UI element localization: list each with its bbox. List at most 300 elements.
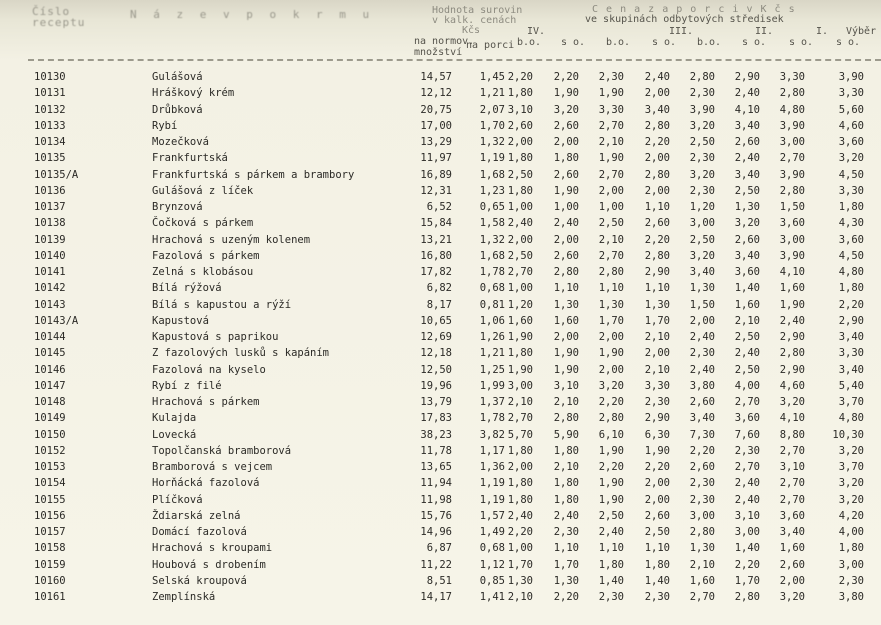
recipe-number: 10145	[34, 347, 66, 360]
price-cell: 2,70	[779, 444, 805, 457]
price-cell: 2,10	[689, 558, 715, 571]
value-norm-qty: 12,50	[420, 363, 452, 376]
price-cell: 1,90	[779, 298, 805, 311]
price-cell: 1,80	[644, 558, 670, 571]
price-cell: 2,30	[689, 184, 715, 197]
recipe-number: 10155	[34, 493, 66, 506]
price-cell: 3,00	[507, 379, 533, 392]
recipe-number: 10153	[34, 461, 66, 473]
dish-name: Kapustová	[152, 314, 209, 327]
dish-name: Čočková s párkem	[152, 217, 254, 230]
dish-name: Gulášová	[152, 71, 203, 83]
price-cell: 3,20	[838, 477, 864, 490]
price-cell: 1,10	[553, 542, 579, 555]
price-cell: 1,40	[734, 542, 760, 555]
recipe-number: 10139	[34, 233, 66, 246]
dish-name: Gulášová z líček	[152, 184, 254, 197]
value-per-portion: 3,82	[479, 428, 505, 441]
recipe-number: 10133	[34, 119, 66, 132]
price-cell: 2,00	[598, 363, 624, 376]
table-row	[0, 509, 881, 523]
price-cell: 2,70	[779, 493, 805, 506]
table-row	[0, 444, 881, 458]
price-cell: 3,30	[598, 103, 624, 116]
price-cell: 1,10	[644, 282, 670, 295]
price-cell: 3,20	[779, 396, 805, 408]
price-cell: 1,80	[553, 477, 579, 490]
recipe-number: 10157	[34, 526, 66, 538]
price-cell: 3,10	[507, 103, 533, 116]
header-subcol-6: s o.	[742, 37, 767, 48]
value-per-portion: 1,68	[479, 168, 505, 181]
table-row	[0, 265, 881, 279]
price-cell: 2,80	[779, 184, 805, 197]
price-cell: 3,60	[734, 412, 760, 425]
price-cell: 2,40	[734, 477, 760, 490]
price-cell: 1,80	[553, 444, 579, 457]
value-norm-qty: 12,12	[420, 87, 452, 100]
price-cell: 2,00	[644, 87, 670, 100]
price-cell: 3,30	[838, 184, 864, 197]
price-cell: 2,20	[553, 71, 579, 83]
header-value-currency: Kčs	[462, 25, 481, 36]
price-cell: 2,30	[689, 152, 715, 165]
price-cell: 2,20	[598, 461, 624, 473]
value-per-portion: 1,21	[479, 87, 505, 100]
price-cell: 2,10	[553, 396, 579, 408]
price-cell: 4,10	[734, 103, 760, 116]
price-cell: 1,90	[553, 363, 579, 376]
price-cell: 2,00	[553, 136, 579, 148]
table-row	[0, 233, 881, 247]
price-cell: 7,30	[689, 428, 715, 441]
price-cell: 2,40	[644, 71, 670, 83]
price-cell: 1,30	[689, 282, 715, 295]
dish-name: Plíčková	[152, 493, 203, 506]
recipe-number: 10135	[34, 152, 66, 165]
table-row	[0, 135, 881, 149]
price-cell: 1,40	[644, 574, 670, 587]
price-cell: 3,20	[598, 379, 624, 392]
price-cell: 2,00	[644, 347, 670, 360]
recipe-number: 10141	[34, 266, 66, 278]
price-cell: 3,20	[838, 444, 864, 457]
price-cell: 3,00	[734, 526, 760, 538]
recipe-number: 10137	[34, 201, 66, 213]
price-cell: 2,60	[507, 119, 533, 132]
header-dish-name: N á z e v p o k r m u	[130, 8, 375, 21]
recipe-number: 10159	[34, 558, 66, 571]
price-cell: 2,00	[644, 184, 670, 197]
price-cell: 3,30	[838, 347, 864, 360]
price-cell: 2,10	[644, 363, 670, 376]
value-norm-qty: 13,21	[420, 233, 452, 246]
price-cell: 2,90	[779, 331, 805, 343]
price-cell: 1,80	[553, 152, 579, 165]
price-cell: 2,30	[734, 444, 760, 457]
header-per-portion: na porci	[466, 40, 515, 51]
price-cell: 3,20	[779, 591, 805, 603]
price-cell: 2,00	[598, 184, 624, 197]
price-cell: 1,80	[507, 477, 533, 490]
price-cell: 2,30	[644, 591, 670, 603]
price-cell: 3,90	[689, 103, 715, 116]
price-cell: 3,00	[779, 233, 805, 246]
price-cell: 2,70	[734, 396, 760, 408]
header-subcol-1: b.o.	[517, 37, 542, 48]
price-cell: 1,10	[598, 282, 624, 295]
value-per-portion: 1,36	[479, 461, 505, 473]
price-cell: 3,70	[838, 396, 864, 408]
dish-name: Brynzová	[152, 201, 203, 213]
value-per-portion: 1,45	[479, 71, 505, 83]
dish-name: Topolčanská bramborová	[152, 444, 292, 457]
price-cell: 3,40	[779, 526, 805, 538]
price-cell: 2,50	[734, 331, 760, 343]
price-cell: 1,60	[689, 574, 715, 587]
value-norm-qty: 13,29	[420, 136, 452, 148]
price-cell: 1,90	[553, 184, 579, 197]
price-cell: 1,80	[838, 542, 864, 555]
value-per-portion: 1,06	[479, 314, 505, 327]
price-cell: 2,90	[734, 71, 760, 83]
price-cell: 6,10	[598, 428, 624, 441]
price-cell: 1,80	[507, 87, 533, 100]
price-cell: 1,80	[507, 347, 533, 360]
dish-name: Selská kroupová	[152, 574, 247, 587]
value-norm-qty: 14,17	[420, 591, 452, 603]
dish-name: Ždiarská zelná	[152, 509, 241, 522]
table-row	[0, 298, 881, 312]
price-cell: 10,30	[832, 428, 864, 441]
value-per-portion: 1,19	[479, 152, 505, 165]
value-per-portion: 0,68	[479, 282, 505, 295]
price-cell: 3,90	[779, 168, 805, 181]
price-cell: 2,10	[644, 331, 670, 343]
table-row	[0, 395, 881, 409]
price-cell: 2,70	[734, 461, 760, 473]
price-cell: 3,30	[779, 71, 805, 83]
value-norm-qty: 16,80	[420, 249, 452, 262]
price-cell: 1,50	[779, 201, 805, 213]
value-norm-qty: 38,23	[420, 428, 452, 441]
value-per-portion: 1,23	[479, 184, 505, 197]
dish-name: Kapustová s paprikou	[152, 331, 279, 343]
dish-name: Bílá rýžová	[152, 282, 222, 295]
dish-name: Kulajda	[152, 412, 197, 425]
header-subcol-7: s o.	[789, 37, 814, 48]
table-row	[0, 476, 881, 490]
value-norm-qty: 14,57	[420, 71, 452, 83]
price-cell: 2,20	[644, 233, 670, 246]
table-row	[0, 460, 881, 474]
value-per-portion: 1,21	[479, 347, 505, 360]
value-per-portion: 1,57	[479, 509, 505, 522]
price-cell: 2,80	[598, 266, 624, 278]
price-cell: 4,60	[838, 119, 864, 132]
value-norm-qty: 11,22	[420, 558, 452, 571]
price-cell: 2,80	[779, 87, 805, 100]
price-cell: 2,10	[734, 314, 760, 327]
price-cell: 3,80	[838, 591, 864, 603]
price-cell: 1,90	[598, 477, 624, 490]
price-cell: 2,80	[734, 591, 760, 603]
value-norm-qty: 12,18	[420, 347, 452, 360]
value-per-portion: 0,65	[479, 201, 505, 213]
price-cell: 3,20	[838, 493, 864, 506]
price-cell: 2,50	[734, 184, 760, 197]
recipe-number: 10146	[34, 363, 66, 376]
price-cell: 3,00	[779, 136, 805, 148]
price-cell: 2,10	[507, 396, 533, 408]
value-norm-qty: 8,17	[426, 298, 452, 311]
price-cell: 4,60	[779, 379, 805, 392]
dish-name: Horňácká fazolová	[152, 477, 260, 490]
dish-name: Hrachová s uzeným kolenem	[152, 233, 311, 246]
value-norm-qty: 17,83	[420, 412, 452, 425]
price-cell: 2,00	[507, 136, 533, 148]
dish-name: Lovecká	[152, 428, 197, 441]
price-cell: 2,40	[734, 152, 760, 165]
table-row	[0, 119, 881, 133]
price-cell: 2,20	[838, 298, 864, 311]
price-cell: 2,00	[644, 493, 670, 506]
dish-name: Drůbková	[152, 103, 203, 116]
price-cell: 1,10	[553, 282, 579, 295]
price-cell: 3,20	[689, 119, 715, 132]
price-cell: 2,80	[644, 119, 670, 132]
value-per-portion: 0,81	[479, 298, 505, 311]
value-per-portion: 1,17	[479, 444, 505, 457]
header-group-vyber: Výběr	[846, 26, 877, 37]
header-recipe-number	[32, 6, 85, 28]
price-cell: 2,60	[689, 461, 715, 473]
value-per-portion: 1,49	[479, 526, 505, 538]
price-cell: 8,80	[779, 428, 805, 441]
price-cell: 1,90	[507, 363, 533, 376]
dish-name: Houbová s drobením	[152, 558, 266, 571]
price-cell: 2,20	[734, 558, 760, 571]
price-cell: 2,00	[689, 314, 715, 327]
price-cell: 2,40	[598, 526, 624, 538]
price-cell: 2,30	[598, 71, 624, 83]
header-value-line1: Hodnota surovin	[432, 5, 523, 16]
price-cell: 2,70	[598, 168, 624, 181]
price-cell: 2,20	[644, 136, 670, 148]
recipe-number: 10142	[34, 282, 66, 295]
price-cell: 1,00	[553, 201, 579, 213]
value-norm-qty: 12,31	[420, 184, 452, 197]
price-cell: 4,00	[838, 526, 864, 538]
price-cell: 1,00	[598, 201, 624, 213]
recipe-number: 10132	[34, 103, 66, 116]
price-cell: 1,70	[598, 314, 624, 327]
recipe-number: 10156	[34, 509, 66, 522]
table-row	[0, 590, 881, 604]
price-cell: 2,80	[689, 71, 715, 83]
price-cell: 2,00	[779, 574, 805, 587]
header-divider	[28, 59, 881, 61]
price-cell: 3,40	[689, 266, 715, 278]
price-cell: 2,20	[644, 461, 670, 473]
price-cell: 1,30	[553, 298, 579, 311]
value-norm-qty: 11,98	[420, 493, 452, 506]
price-cell: 1,60	[507, 314, 533, 327]
price-cell: 3,70	[838, 461, 864, 473]
recipe-number: 10136	[34, 184, 66, 197]
price-cell: 3,20	[553, 103, 579, 116]
price-cell: 4,10	[779, 266, 805, 278]
value-per-portion: 0,68	[479, 542, 505, 555]
recipe-number: 10134	[34, 136, 66, 148]
price-cell: 3,40	[644, 103, 670, 116]
table-row	[0, 151, 881, 165]
price-cell: 2,40	[507, 217, 533, 230]
value-norm-qty: 17,00	[420, 119, 452, 132]
header-group-ii: II.	[755, 26, 774, 37]
price-cell: 2,70	[598, 249, 624, 262]
price-cell: 4,80	[779, 103, 805, 116]
price-cell: 2,20	[507, 526, 533, 538]
value-per-portion: 1,12	[479, 558, 505, 571]
value-norm-qty: 19,96	[420, 379, 452, 392]
table-row	[0, 558, 881, 572]
price-cell: 3,20	[689, 249, 715, 262]
price-cell: 3,40	[734, 119, 760, 132]
price-cell: 4,30	[838, 217, 864, 230]
dish-name: Bramborová s vejcem	[152, 461, 273, 473]
price-cell: 1,80	[507, 493, 533, 506]
value-per-portion: 1,78	[479, 266, 505, 278]
price-cell: 2,90	[644, 266, 670, 278]
recipe-number: 10138	[34, 217, 66, 230]
price-cell: 4,50	[838, 249, 864, 262]
recipe-number: 10161	[34, 591, 66, 603]
header-group-iv: IV.	[527, 26, 546, 37]
price-cell: 2,20	[689, 444, 715, 457]
price-cell: 3,20	[734, 217, 760, 230]
table-row	[0, 86, 881, 100]
price-cell: 2,80	[553, 412, 579, 425]
price-cell: 1,40	[734, 282, 760, 295]
dish-name: Zemplínská	[152, 591, 216, 603]
value-norm-qty: 6,87	[426, 542, 452, 555]
price-cell: 1,30	[553, 574, 579, 587]
price-cell: 4,50	[838, 168, 864, 181]
value-norm-qty: 8,51	[426, 574, 452, 587]
price-cell: 3,80	[689, 379, 715, 392]
price-cell: 2,60	[644, 217, 670, 230]
recipe-number: 10148	[34, 396, 66, 408]
price-cell: 2,50	[689, 136, 715, 148]
price-cell: 2,60	[553, 119, 579, 132]
price-cell: 1,30	[507, 574, 533, 587]
header-price-title: C e n a z a p o r c i v K č s	[592, 4, 796, 15]
price-cell: 1,00	[507, 282, 533, 295]
price-cell: 2,50	[689, 233, 715, 246]
recipe-number: 10154	[34, 477, 66, 490]
value-per-portion: 1,41	[479, 591, 505, 603]
price-cell: 2,30	[689, 493, 715, 506]
price-cell: 3,60	[734, 266, 760, 278]
value-norm-qty: 10,65	[420, 314, 452, 327]
recipe-number: 10130	[34, 71, 66, 83]
price-cell: 1,00	[507, 542, 533, 555]
price-cell: 3,20	[838, 152, 864, 165]
price-cell: 2,50	[507, 249, 533, 262]
value-norm-qty: 17,82	[420, 266, 452, 278]
value-per-portion: 1,26	[479, 331, 505, 343]
value-norm-qty: 13,65	[420, 461, 452, 473]
price-cell: 1,60	[779, 542, 805, 555]
price-cell: 5,60	[838, 103, 864, 116]
value-norm-qty: 11,97	[420, 152, 452, 165]
price-cell: 2,90	[644, 412, 670, 425]
price-cell: 5,70	[507, 428, 533, 441]
price-cell: 2,70	[598, 119, 624, 132]
header-norm-qty-line1: na normov.	[414, 36, 475, 47]
header-recipe-number-line2: receptu	[32, 16, 86, 29]
recipe-number: 10131	[34, 87, 66, 100]
header-recipe-number-line1: Číslo	[32, 5, 71, 18]
price-cell: 7,60	[734, 428, 760, 441]
table-row	[0, 411, 881, 425]
dish-name: Hrachová s párkem	[152, 396, 260, 408]
price-cell: 2,50	[598, 217, 624, 230]
price-cell: 1,70	[644, 314, 670, 327]
table-row	[0, 379, 881, 393]
value-norm-qty: 11,78	[420, 444, 452, 457]
dish-name: Bílá s kapustou a rýží	[152, 298, 292, 311]
table-row	[0, 216, 881, 230]
price-cell: 1,50	[689, 298, 715, 311]
recipe-number: 10149	[34, 412, 66, 425]
recipe-number: 10140	[34, 249, 66, 262]
price-cell: 2,80	[689, 526, 715, 538]
price-cell: 2,00	[644, 477, 670, 490]
price-cell: 6,30	[644, 428, 670, 441]
dish-name: Rybí	[152, 119, 178, 132]
price-cell: 2,20	[507, 71, 533, 83]
price-cell: 2,50	[598, 509, 624, 522]
value-per-portion: 1,78	[479, 412, 505, 425]
price-cell: 2,60	[734, 136, 760, 148]
price-cell: 3,30	[838, 87, 864, 100]
price-cell: 1,60	[734, 298, 760, 311]
table-row	[0, 428, 881, 442]
price-cell: 2,90	[838, 314, 864, 327]
value-per-portion: 1,68	[479, 249, 505, 262]
dish-name: Hráškový krém	[152, 87, 235, 100]
value-norm-qty: 20,75	[420, 103, 452, 116]
price-cell: 2,20	[598, 396, 624, 408]
value-per-portion: 1,19	[479, 493, 505, 506]
price-cell: 1,10	[598, 542, 624, 555]
price-cell: 2,40	[689, 363, 715, 376]
price-cell: 2,40	[553, 509, 579, 522]
value-per-portion: 1,99	[479, 379, 505, 392]
table-row	[0, 346, 881, 360]
price-cell: 2,00	[644, 152, 670, 165]
value-per-portion: 1,19	[479, 477, 505, 490]
price-cell: 2,60	[553, 168, 579, 181]
dish-name: Fazolová na kyselo	[152, 363, 266, 376]
header-norm-qty-line2: množství	[414, 47, 463, 58]
value-norm-qty: 11,94	[420, 477, 452, 490]
price-cell: 3,60	[779, 509, 805, 522]
value-norm-qty: 15,84	[420, 217, 452, 230]
price-cell: 1,80	[507, 184, 533, 197]
